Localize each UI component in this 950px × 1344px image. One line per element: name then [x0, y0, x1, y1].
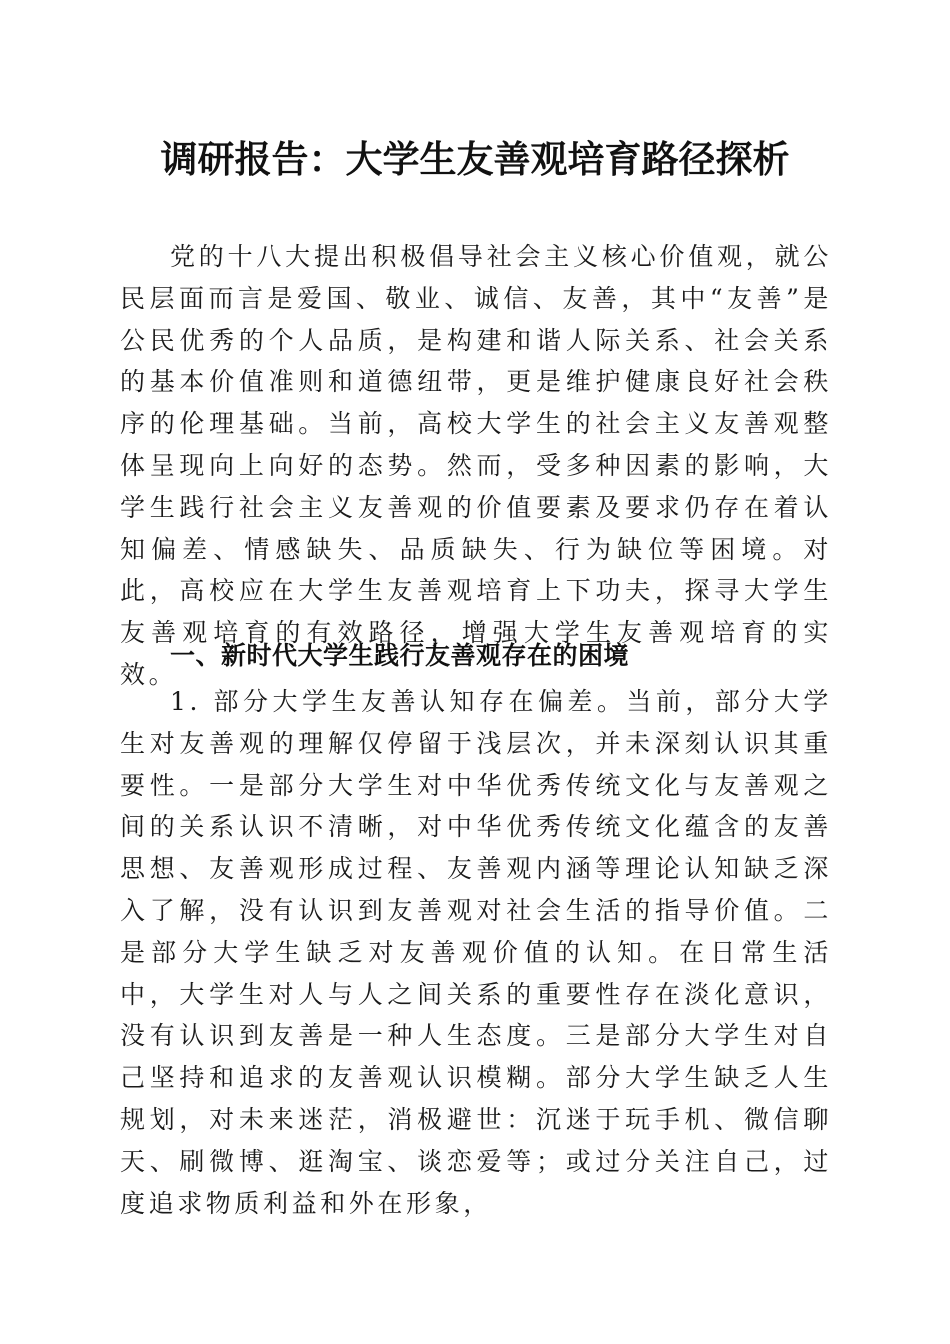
point-1-paragraph: 1. 部分大学生友善认知存在偏差。当前，部分大学生对友善观的理解仅停留于浅层次，并未深刻认识其重要性。一是部分大学生对中华优秀传统文化与友善观之间的关系认识不清晰，对中华优秀传统文化蕴含的友善思想、友善观形成过程、友善观内涵等理论认知缺乏深入了解，没有认识到友善观对社会生活的指导价值。二是部分大学生缺乏对友善观价值的认知。在日常生活中，大学生对人与人之间关系的重要性存在淡化意识，没有认识到友善是一种人生态度。三是部分大学生对自己坚持和追求的友善观认识模糊。部分大学生缺乏人生规划，对未来迷茫，消极避世：沉迷于玩手机、微信聊天、刷微博、逛淘宝、谈恋爱等；或过分关注自己，过度追求物质利益和外在形象， — [120, 687, 832, 1218]
section-heading: 一、新时代大学生践行友善观存在的困境 — [170, 641, 630, 670]
document-title: 调研报告：大学生友善观培育路径探析 — [160, 137, 790, 181]
intro-paragraph: 党的十八大提出积极倡导社会主义核心价值观，就公民层面而言是爱国、敬业、诚信、友善，其中“友善”是公民优秀的个人品质，是构建和谐人际关系、社会关系的基本价值准则和道德纽带，更是维护健康良好社会秩序的伦理基础。当前，高校大学生的社会主义友善观整体呈现向上向好的态势。然而，受多种因素的影响，大学生践行社会主义友善观的价值要素及要求仍存在着认知偏差、情感缺失、品质缺失、行为缺位等困境。对此，高校应在大学生友善观培育上下功夫，探寻大学生友善观培育的有效路径，增强大学生友善观培育的实效。 — [120, 242, 832, 689]
